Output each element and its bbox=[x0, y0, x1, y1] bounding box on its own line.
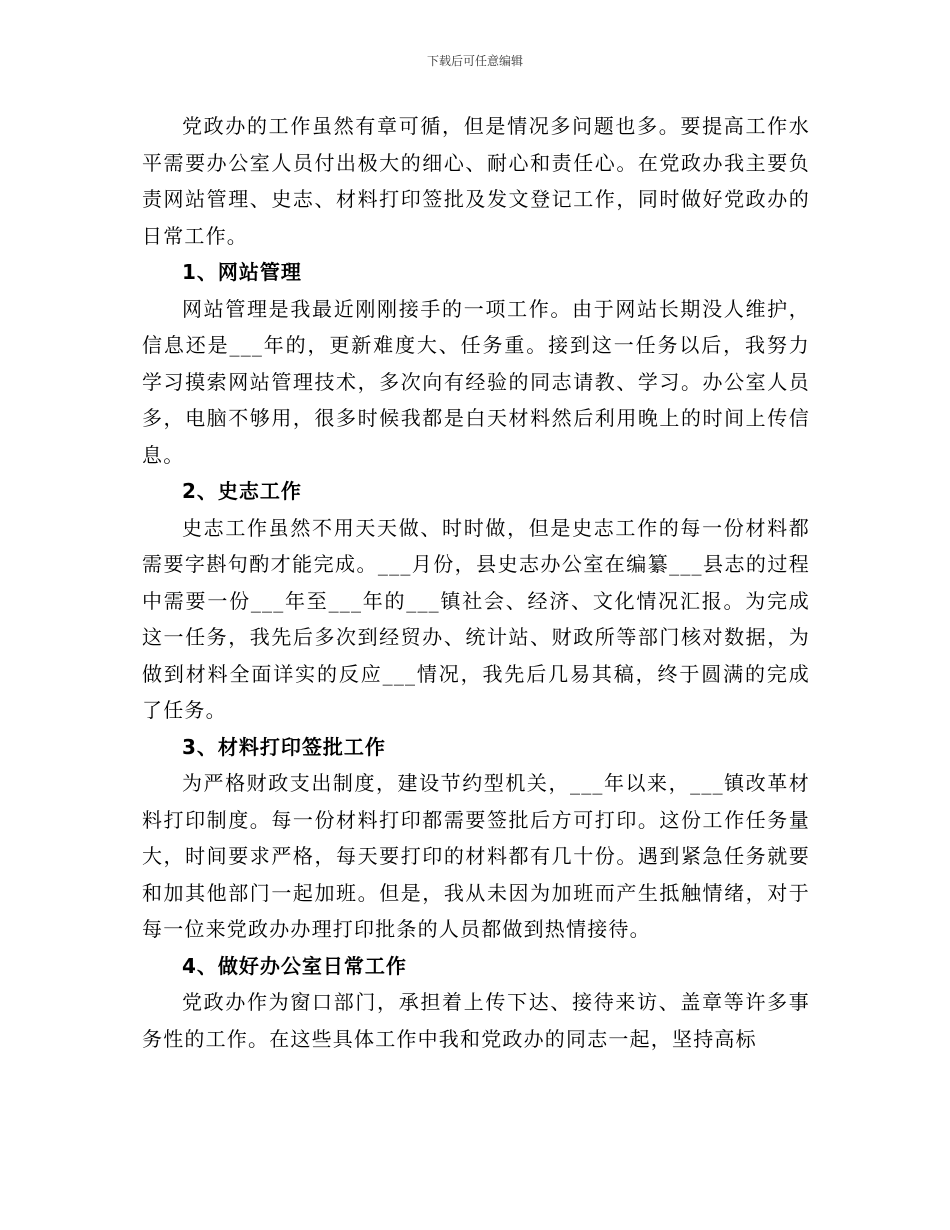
section-heading-daily-work: 4、做好办公室日常工作 bbox=[182, 953, 407, 978]
section-body-printing: 为严格财政支出制度，建设节约型机关，___年以来，___镇改革材料打印制度。每一份材料打印都需要签批后方可打印。这份工作任务量大，时间要求严格，每天要打印的材料都有几十份。遇到紧急任务就要和加其他部门一起加班。但是，我从未因为加班而产生抵触情绪，对于每一位来党政办办理打印批条的人员都做到热情接待。 bbox=[142, 771, 810, 941]
document-body bbox=[142, 108, 810, 1057]
section-heading-history: 2、史志工作 bbox=[182, 479, 302, 503]
section-heading-printing: 3、材料打印签批工作 bbox=[182, 734, 386, 759]
section-body-website: 网站管理是我最近刚刚接手的一项工作。由于网站长期没人维护，信息还是___年的，更新难度大、任务重。接到这一任务以后，我努力学习摸索网站管理技术，多次向有经验的同志请教、学习。办公室人员多，电脑不够用，很多时候我都是白天材料然后利用晚上的时间上传信息。 bbox=[142, 296, 810, 467]
page-header: 下载后可任意编辑 bbox=[426, 54, 523, 68]
section-body-daily-work: 党政办作为窗口部门，承担着上传下达、接待来访、盖章等许多事务性的工作。在这些具体工作中我和党政办的同志一起，坚持高标 bbox=[142, 990, 810, 1051]
section-body-history: 史志工作虽然不用天天做、时时做，但是史志工作的每一份材料都需要字斟句酌才能完成。___月份，县史志办公室在编纂___县志的过程中需要一份___年至___年的___镇社会、经济、文化情况汇报。为完成这一任务，我先后多次到经贸办、统计站、财政所等部门核对数据，为做到材料全面详实的反应___情况，我先后几易其稿，终于圆满的完成了任务。 bbox=[142, 515, 810, 722]
section-heading-website: 1、网站管理 bbox=[182, 260, 302, 284]
intro-paragraph: 党政办的工作虽然有章可循，但是情况多问题也多。要提高工作水平需要办公室人员付出极大的细心、耐心和责任心。在党政办我主要负责网站管理、史志、材料打印签批及发文登记工作，同时做好党政办的日常工作。 bbox=[142, 114, 810, 248]
